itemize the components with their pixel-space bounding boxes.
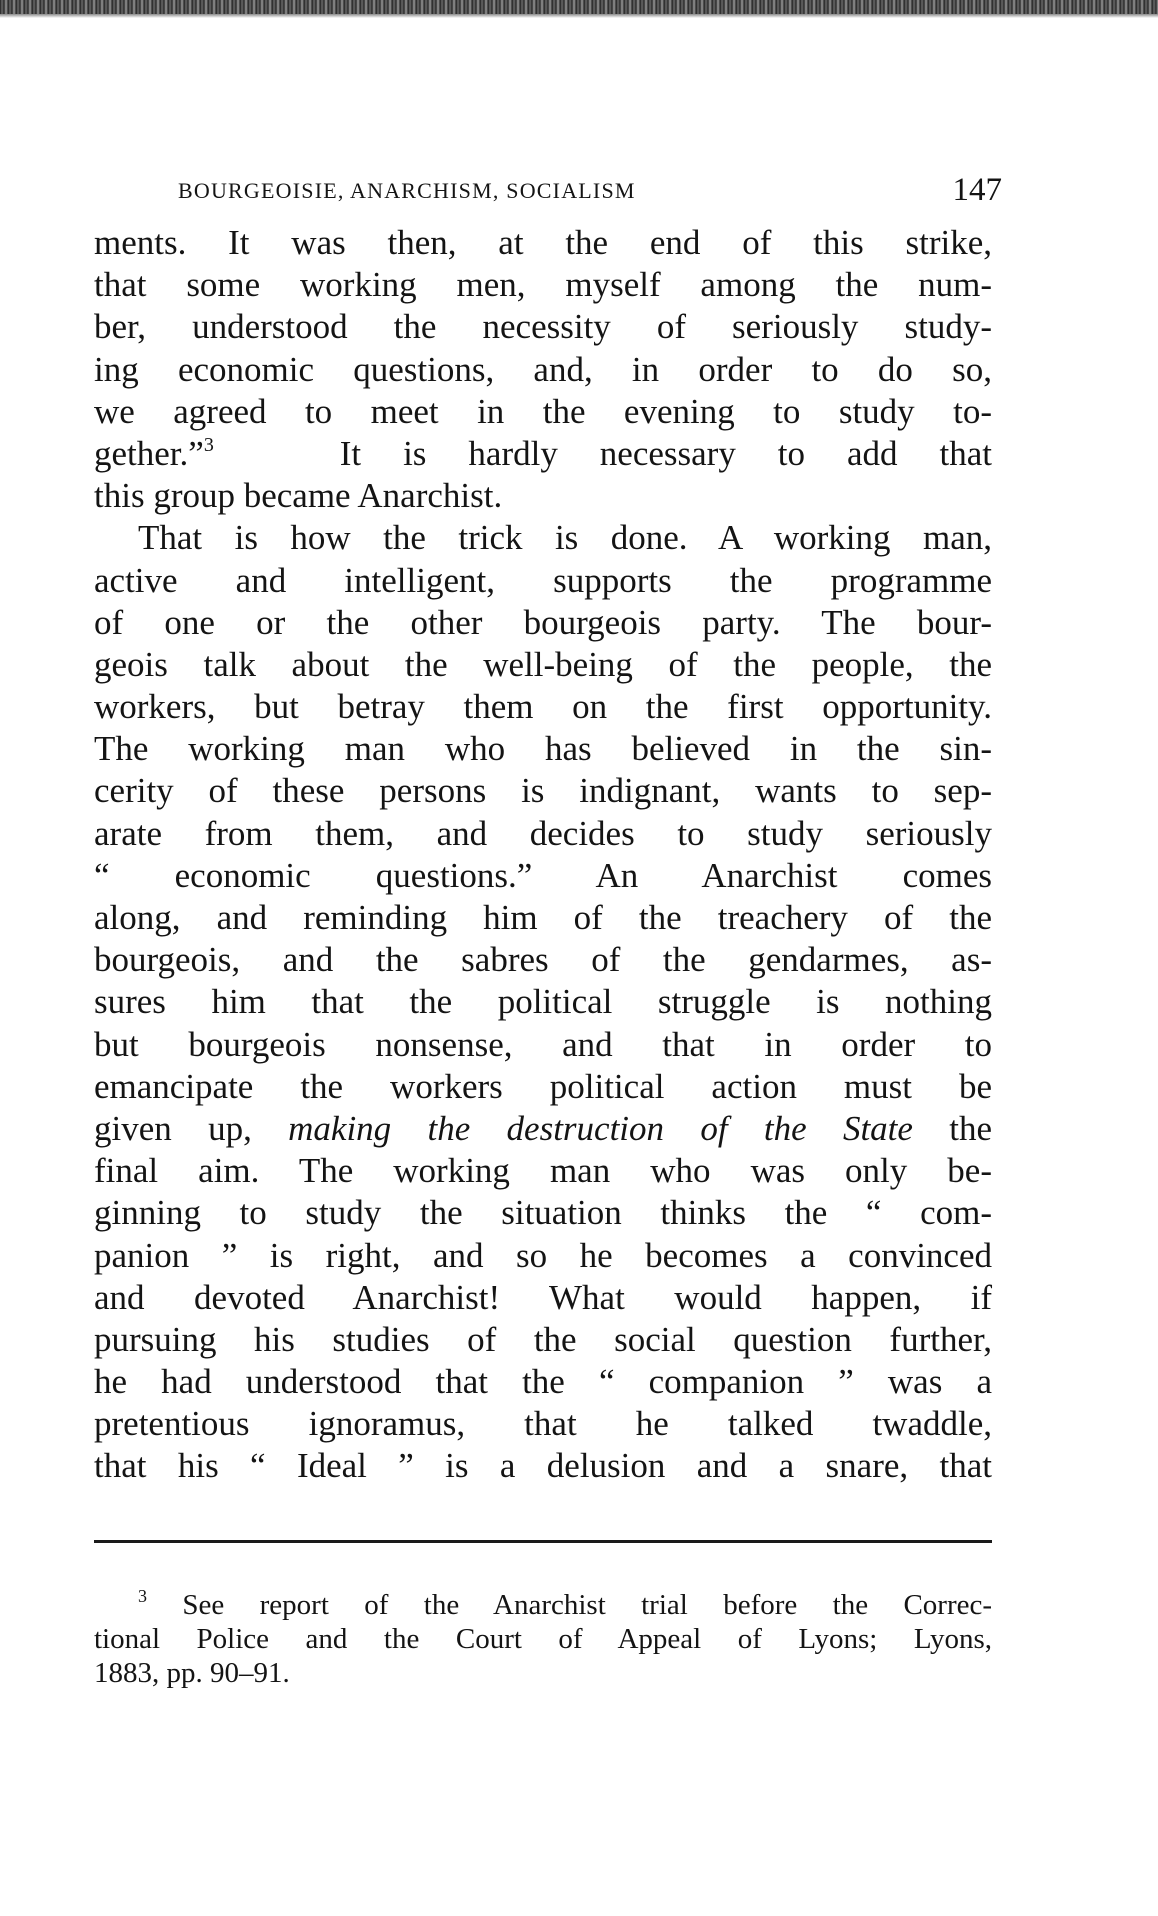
text-line: pursuing his studies of the social question further, (94, 1319, 992, 1359)
text-fragment: given up, (94, 1108, 252, 1148)
text-line: arate from them, and decides to study seriously (94, 813, 992, 853)
page-number: 147 (952, 172, 1002, 208)
footnote-reference[interactable]: 3 (203, 433, 214, 456)
footnote-divider (94, 1540, 992, 1543)
text-line: and devoted Anarchist! What would happen, if (94, 1277, 992, 1317)
text-line: ber, understood the necessity of seriously study- (94, 307, 992, 347)
text-line: we agreed to meet in the evening to study to- (94, 391, 992, 431)
text-line (94, 1108, 992, 1150)
running-head (178, 172, 1002, 212)
text-fragment: gether.” (94, 433, 204, 473)
footnote-marker: 3 (138, 1586, 147, 1606)
text-line: active and intelligent, supports the programme (94, 560, 992, 600)
paragraph-start-line: That is how the trick is done. A working man, (138, 518, 992, 558)
text-line: ginning to study the situation thinks the “ com- (94, 1193, 992, 1233)
text-line: bourgeois, and the sabres of the gendarmes, as- (94, 940, 992, 980)
text-fragment: the (949, 1108, 993, 1148)
text-line: geois talk about the well-being of the people, the (94, 644, 992, 684)
text-line: this group became Anarchist. (94, 476, 503, 516)
text-line: that some working men, myself among the num- (94, 265, 992, 305)
text-fragment: See report of the Anarchist trial before the Correc- (182, 1589, 993, 1621)
text-line: final aim. The working man who was only be- (94, 1151, 992, 1191)
text-line: cerity of these persons is indignant, wants to sep- (94, 771, 992, 811)
footnote (94, 1588, 992, 1690)
text-line: workers, but betray them on the first opportunity. (94, 687, 992, 727)
text-line: pretentious ignoramus, that he talked twaddle, (94, 1404, 992, 1444)
text-line: of one or the other bourgeois party. The bour- (94, 602, 992, 642)
body-text (94, 222, 992, 1488)
running-title: BOURGEOISIE, ANARCHISM, SOCIALISM (178, 178, 636, 203)
footnote-line: 1883, pp. 90–91. (94, 1657, 290, 1689)
text-line: The working man who has believed in the sin- (94, 729, 992, 769)
text-line: but bourgeois nonsense, and that in order to (94, 1024, 992, 1064)
text-line: that his “ Ideal ” is a delusion and a snare, that (94, 1446, 992, 1486)
footnote-line: tional Police and the Court of Appeal of Lyons; Lyons, (94, 1623, 992, 1655)
text-line (94, 433, 992, 475)
footnote-line (94, 1588, 992, 1622)
text-fragment: It is hardly necessary to add that (339, 433, 992, 473)
text-line: along, and reminding him of the treachery of the (94, 898, 992, 937)
text-line: emancipate the workers political action must be (94, 1066, 992, 1106)
text-line: panion ” is right, and so he becomes a convinced (94, 1235, 992, 1275)
text-line: ments. It was then, at the end of this strike, (94, 223, 992, 262)
scan-edge (0, 0, 1158, 14)
text-line: “ economic questions.” An Anarchist comes (94, 855, 992, 895)
text-line: he had understood that the “ companion ” was a (94, 1362, 992, 1402)
text-line: sures him that the political struggle is nothing (94, 982, 992, 1022)
text-line: ing economic questions, and, in order to do so, (94, 349, 992, 389)
italic-text: making the destruction of the State (288, 1108, 913, 1148)
